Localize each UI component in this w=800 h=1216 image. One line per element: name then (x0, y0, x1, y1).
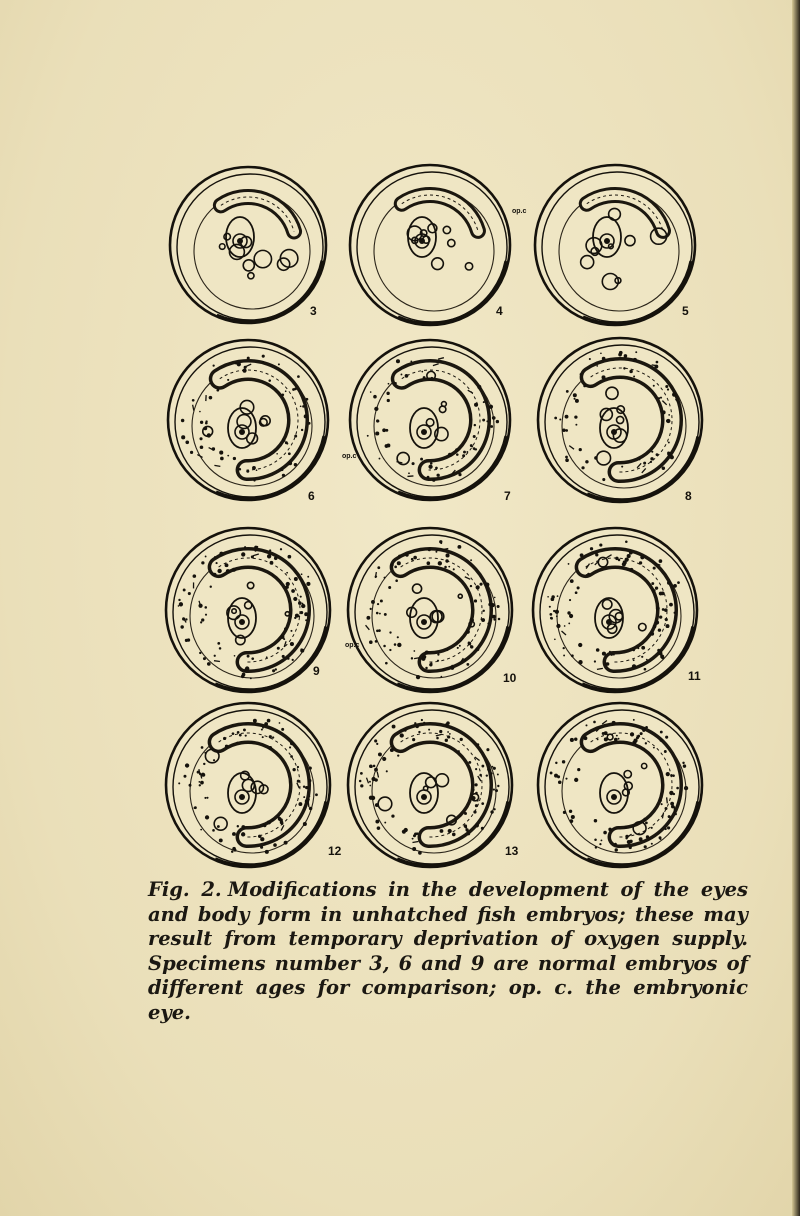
specimen-number-label: 9 (313, 664, 320, 678)
embryo-egg-7 (166, 528, 330, 692)
embryo-egg-6 (538, 338, 702, 503)
embryo-egg-8 (348, 528, 517, 692)
specimen-number-label: 10 (503, 671, 517, 685)
embryo-illustrations (160, 155, 720, 875)
embryo-egg-10 (166, 703, 342, 867)
figure-plate (160, 155, 720, 875)
specimen-number-label: 13 (505, 844, 519, 858)
embryonic-eye-annotation: op.c (512, 208, 527, 215)
embryo-egg-2 (350, 165, 510, 325)
figure-label: Fig. 2. (148, 878, 222, 901)
specimen-number-label: 3 (310, 304, 317, 318)
specimen-number-label: 6 (308, 489, 315, 503)
specimen-number-label: 4 (496, 304, 503, 318)
embryo-egg-1 (170, 167, 326, 323)
embryo-egg-4 (168, 340, 328, 503)
embryo-egg-3 (535, 165, 695, 325)
specimen-number-label: 8 (685, 489, 692, 503)
specimen-number-label: 5 (682, 304, 689, 318)
page-edge-shadow (792, 0, 800, 1216)
specimen-number-label: 12 (328, 844, 342, 858)
embryonic-eye-annotation: op.c (345, 642, 360, 649)
embryonic-eye-annotation: op.c (342, 453, 357, 460)
specimen-number-label: 7 (504, 489, 511, 503)
figure-caption (148, 878, 748, 1025)
specimen-number-label: 11 (688, 669, 701, 683)
embryo-egg-12 (538, 703, 702, 867)
embryo-egg-9 (533, 528, 701, 692)
caption-text: Modifications in the development of the eyes and body form in unhatched fish embryos; these may result from temporary deprivation of oxygen supply. Specimens number 3, 6 and 9 are normal embryos of different ages for comparison; op. c. the embryonic eye. (148, 878, 749, 1024)
embryo-egg-5 (350, 340, 511, 503)
embryo-egg-11 (348, 703, 519, 867)
